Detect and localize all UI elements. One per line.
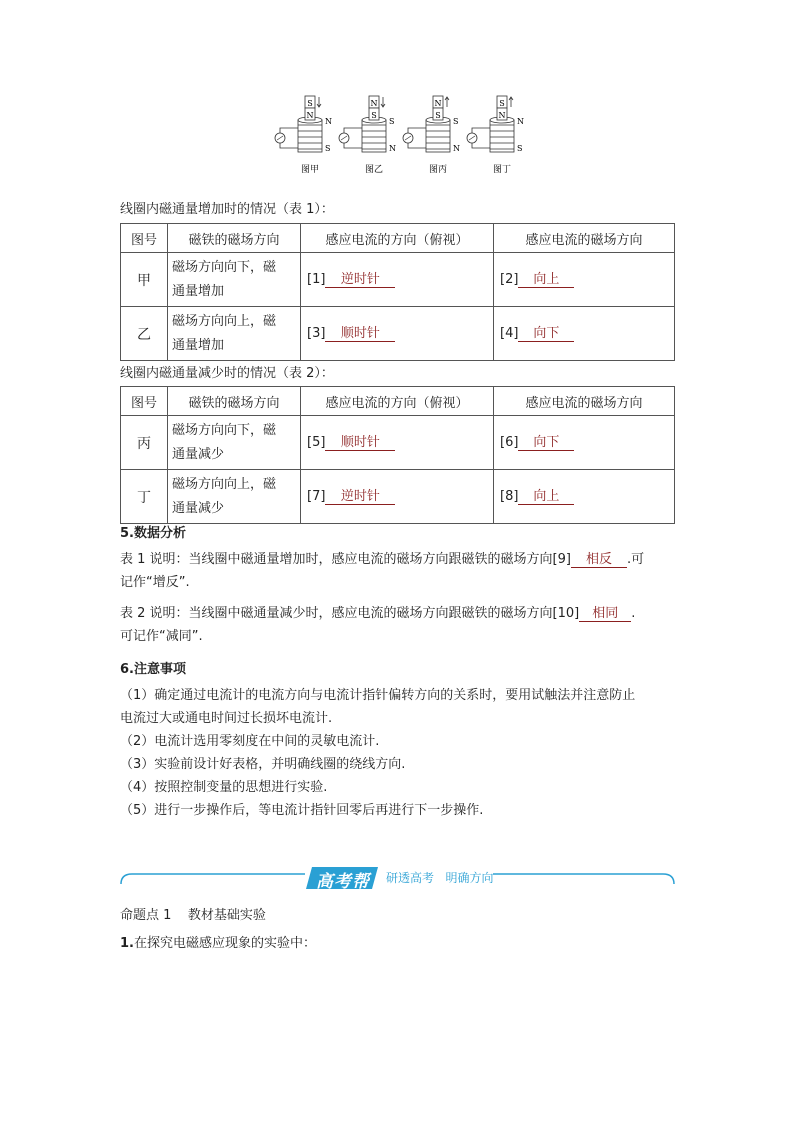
coil-pole-label: N xyxy=(517,117,524,126)
arrow-up-icon xyxy=(509,97,513,107)
current-direction-cell: [5] 顺时针 xyxy=(301,416,494,470)
coil-pole-label: N xyxy=(389,144,396,153)
table2 xyxy=(120,386,675,524)
header-cell: 磁铁的磁场方向 xyxy=(168,387,301,416)
table-row xyxy=(121,253,675,307)
note-item: （3）实验前设计好表格，并明确线圈的绕线方向. xyxy=(120,757,406,772)
fig-cell: 丁 xyxy=(121,470,168,524)
answer-blank: 向下 xyxy=(518,327,574,342)
current-direction-cell: [1] 逆时针 xyxy=(301,253,494,307)
coil-pole-label: S xyxy=(453,117,459,126)
answer-blank: 向上 xyxy=(518,490,574,505)
header-cell: 磁铁的磁场方向 xyxy=(168,224,301,253)
fig-cell: 乙 xyxy=(121,307,168,361)
magnet-pole-label: N xyxy=(434,99,442,108)
induced-field-cell: [4] 向下 xyxy=(494,307,675,361)
section-heading: 6.注意事项 xyxy=(120,662,186,677)
coil-pole-label: S xyxy=(325,144,331,153)
header-cell: 感应电流的磁场方向 xyxy=(494,387,675,416)
magnet-pole-label: S xyxy=(499,99,505,108)
figure-caption: 图丙 xyxy=(428,165,448,175)
figure-caption: 图丁 xyxy=(492,165,512,175)
header-cell: 图号 xyxy=(121,224,168,253)
fig-cell: 丙 xyxy=(121,416,168,470)
current-direction-cell: [3] 顺时针 xyxy=(301,307,494,361)
arrow-down-icon xyxy=(317,97,321,107)
arrow-down-icon xyxy=(381,97,385,107)
note-item: （2）电流计选用零刻度在中间的灵敏电流计. xyxy=(120,734,380,749)
induced-field-cell: [8] 向上 xyxy=(494,470,675,524)
note-item: （5）进行一步操作后，等电流计指针回零后再进行下一步操作. xyxy=(120,803,484,818)
note-item: （4）按照控制变量的思想进行实验. xyxy=(120,780,328,795)
answer-blank: 相同 xyxy=(579,607,631,622)
notes-list xyxy=(120,684,680,822)
analysis-paragraph-2: 表 2 说明：当线圈中磁通量减少时，感应电流的磁场方向跟磁铁的磁场方向[10] 相同 . 可记作“减同”. xyxy=(120,606,636,644)
answer-blank: 向下 xyxy=(518,436,574,451)
note-item: 电流过大或通电时间过长损坏电流计. xyxy=(120,711,333,726)
magnet-pole-label: N xyxy=(498,111,506,120)
figure-caption: 图甲 xyxy=(300,165,320,175)
banner-slogan: 研透高考 明确方向 xyxy=(386,871,494,885)
table1-caption: 线圈内磁通量增加时的情况（表 1）： xyxy=(120,202,334,217)
banner-logo: 高考帮 xyxy=(316,872,370,892)
coil-magnet-figures xyxy=(270,94,530,176)
field-cell: 磁场方向向上，磁 通量增加 xyxy=(168,307,301,361)
table-header-row xyxy=(121,387,675,416)
table-row xyxy=(121,416,675,470)
field-cell: 磁场方向向下，磁 通量增加 xyxy=(168,253,301,307)
header-cell: 感应电流的方向（俯视） xyxy=(301,224,494,253)
answer-blank: 逆时针 xyxy=(325,490,395,505)
table1 xyxy=(120,223,675,361)
header-cell: 感应电流的磁场方向 xyxy=(494,224,675,253)
table-header-row xyxy=(121,224,675,253)
field-cell: 磁场方向向下，磁 通量减少 xyxy=(168,416,301,470)
fig-cell: 甲 xyxy=(121,253,168,307)
header-cell: 感应电流的方向（俯视） xyxy=(301,387,494,416)
coil-pole-label: S xyxy=(517,144,523,153)
magnet-pole-label: N xyxy=(306,111,314,120)
header-cell: 图号 xyxy=(121,387,168,416)
magnet-pole-label: S xyxy=(307,99,313,108)
table2-caption: 线圈内磁通量减少时的情况（表 2）： xyxy=(120,366,334,381)
coil-pole-label: S xyxy=(389,117,395,126)
answer-blank: 顺时针 xyxy=(325,327,395,342)
induced-field-cell: [6] 向下 xyxy=(494,416,675,470)
figure-caption: 图乙 xyxy=(364,165,384,175)
coil-pole-label: N xyxy=(453,144,460,153)
answer-blank: 逆时针 xyxy=(325,273,395,288)
analysis-paragraph-1: 表 1 说明：当线圈中磁通量增加时，感应电流的磁场方向跟磁铁的磁场方向[9] 相反 .可 记作“增反”. xyxy=(120,552,645,590)
section-banner xyxy=(120,866,675,890)
section-heading: 5.数据分析 xyxy=(120,526,186,541)
answer-blank: 向上 xyxy=(518,273,574,288)
current-direction-cell: [7] 逆时针 xyxy=(301,470,494,524)
field-cell: 磁场方向向上，磁 通量减少 xyxy=(168,470,301,524)
table-row xyxy=(121,470,675,524)
table-row xyxy=(121,307,675,361)
answer-blank: 相反 xyxy=(571,553,627,568)
magnet-pole-label: S xyxy=(435,111,441,120)
topic-label: 命题点 1 教材基础实验 xyxy=(120,908,266,923)
arrow-up-icon xyxy=(445,97,449,107)
induced-field-cell: [2] 向上 xyxy=(494,253,675,307)
answer-blank: 顺时针 xyxy=(325,436,395,451)
question-line: 1.在探究电磁感应现象的实验中： xyxy=(120,936,316,951)
coil-pole-label: N xyxy=(325,117,332,126)
note-item: （1）确定通过电流计的电流方向与电流计指针偏转方向的关系时，要用试触法并注意防止 xyxy=(120,688,636,703)
magnet-pole-label: N xyxy=(370,99,378,108)
magnet-pole-label: S xyxy=(371,111,377,120)
